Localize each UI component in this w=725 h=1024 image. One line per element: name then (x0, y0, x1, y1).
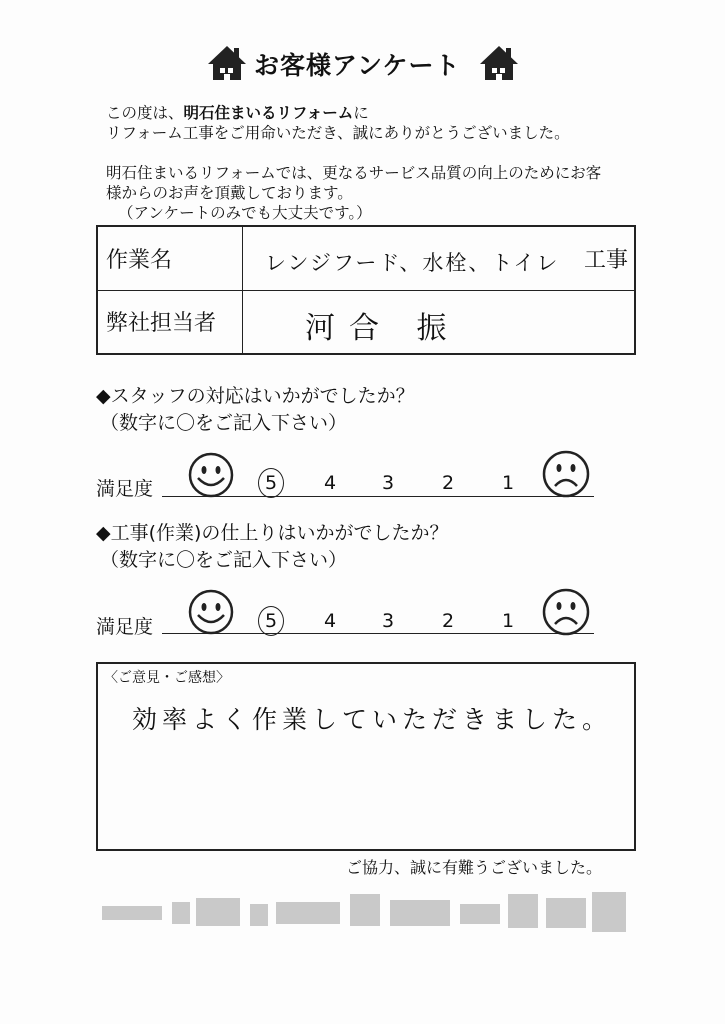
satisfaction-label: 満足度 (96, 616, 154, 638)
comment-label: 〈ご意見・ご感想〉 (104, 670, 230, 686)
smiley-face-icon (186, 450, 236, 500)
intro-line-1: この度は、明石住まいるリフォームに (106, 104, 369, 122)
staff-value: 河合 振 (305, 310, 461, 346)
comment-text: 効率よく作業していただきました。 (132, 705, 613, 734)
staff-cell[interactable] (243, 290, 636, 354)
work-name-value: レンジフード、水栓、トイレ (265, 251, 560, 275)
rating-option-1[interactable]: 1 (501, 610, 515, 632)
intro-line-3: 明石住まいるリフォームでは、更なるサービス品質の向上のためにお客 (106, 164, 602, 182)
smiley-face-icon (186, 587, 236, 637)
intro-line-2: リフォーム工事をご用命いただき、誠にありがとうございました。 (106, 124, 570, 142)
info-table (96, 225, 636, 355)
comment-box[interactable] (96, 662, 636, 851)
question-1: ◆スタッフの対応はいかがでしたか？ (96, 385, 415, 407)
rating-option-3[interactable]: 3 (381, 472, 395, 494)
staff-label: 弊社担当者 (97, 290, 243, 354)
satisfaction-label: 満足度 (96, 478, 154, 500)
rating-option-4[interactable]: 4 (323, 610, 337, 632)
house-icon (206, 44, 248, 84)
intro-line-5: （アンケートのみでも大丈夫です。） (118, 204, 372, 222)
question-1-note: （数字に〇をご記入下さい） (100, 412, 348, 434)
thanks-message: ご協力、誠に有難うございました。 (346, 858, 603, 877)
work-suffix: 工事 (583, 248, 628, 273)
question-2-note: （数字に〇をご記入下さい） (100, 549, 348, 571)
rating-option-2[interactable]: 2 (441, 472, 455, 494)
faded-stamp (100, 884, 630, 944)
page-title: お客様アンケート (254, 51, 461, 80)
rating-option-5[interactable]: 5 (258, 468, 284, 498)
work-name-cell[interactable] (243, 226, 636, 290)
house-icon (478, 44, 520, 84)
rating-option-1[interactable]: 1 (501, 472, 515, 494)
rating-option-5[interactable]: 5 (258, 606, 284, 636)
company-name: 明石住まいるリフォーム (183, 104, 354, 122)
rating-option-3[interactable]: 3 (381, 610, 395, 632)
intro-line-4: 様からのお声を頂戴しております。 (106, 184, 353, 202)
sad-face-icon (540, 448, 592, 500)
sad-face-icon (540, 586, 592, 638)
work-name-label: 作業名 (97, 226, 243, 290)
rating-option-2[interactable]: 2 (441, 610, 455, 632)
question-2: ◆工事(作業)の仕上りはいかがでしたか？ (96, 522, 449, 544)
rating-option-4[interactable]: 4 (323, 472, 337, 494)
